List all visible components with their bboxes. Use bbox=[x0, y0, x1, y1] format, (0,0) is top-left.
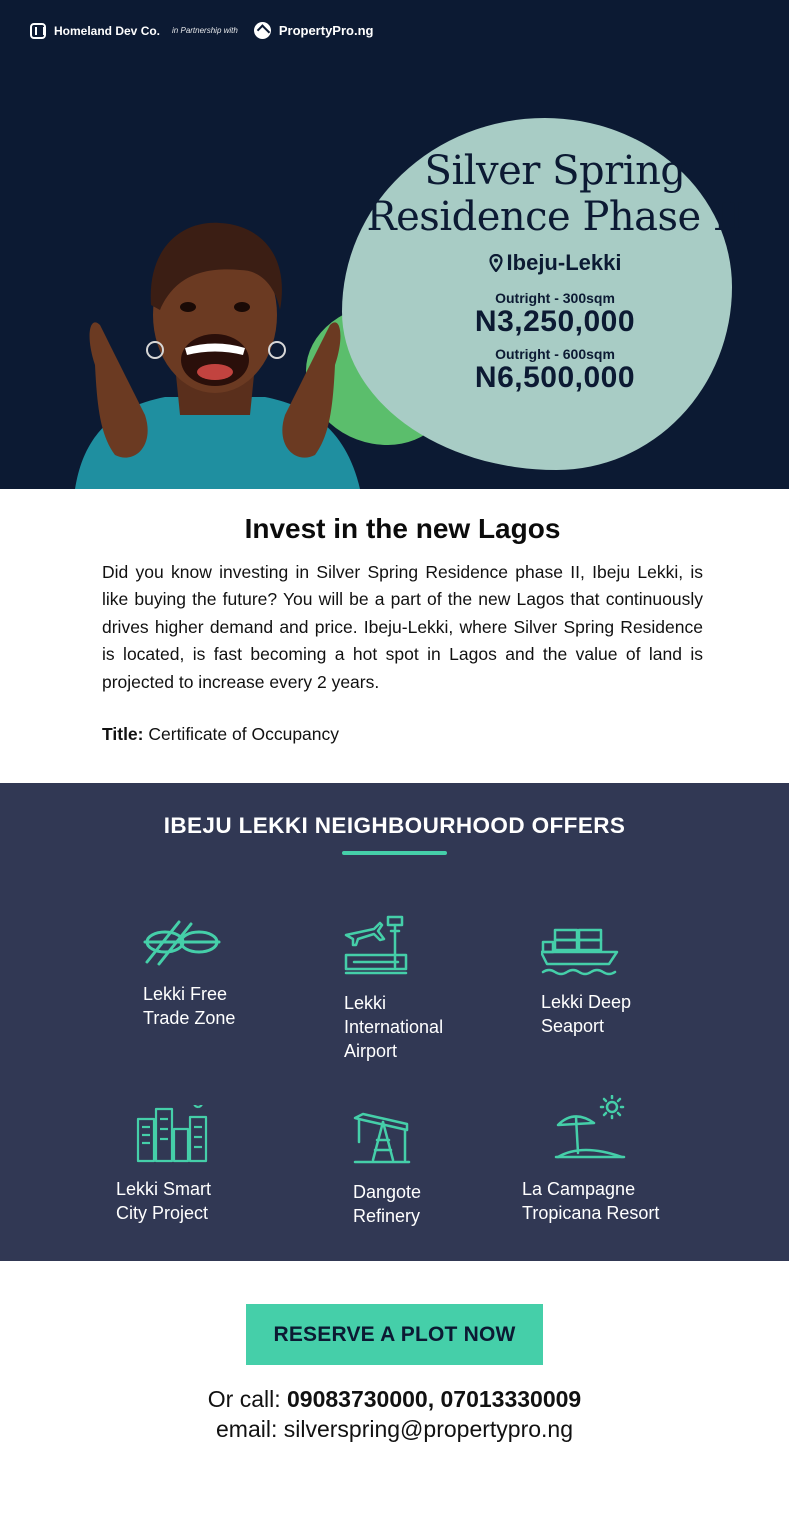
title-line bbox=[102, 724, 703, 745]
highway-interchange-icon bbox=[143, 918, 221, 968]
offer-label: Lekki Smart City Project bbox=[116, 1179, 212, 1223]
hero-title-line2: Residence Phase II bbox=[366, 194, 744, 240]
hero-location bbox=[365, 250, 745, 276]
call-prefix: Or call: bbox=[207, 1386, 288, 1412]
smart-city-icon bbox=[136, 1105, 218, 1163]
offer-label: Lekki Free Trade Zone bbox=[143, 984, 236, 1028]
cta-section bbox=[0, 1261, 789, 1536]
invest-section bbox=[0, 489, 789, 783]
price-label-600: Outright - 600sqm bbox=[495, 346, 615, 362]
airport-icon bbox=[344, 913, 408, 977]
price-label-300: Outright - 300sqm bbox=[495, 290, 615, 306]
hero-banner bbox=[0, 0, 789, 489]
hero-title bbox=[365, 148, 745, 240]
phone-numbers[interactable]: 09083730000, 07013330009 bbox=[287, 1386, 582, 1412]
offer-dangote-refinery bbox=[353, 1110, 421, 1228]
title-value: Certificate of Occupancy bbox=[148, 724, 340, 745]
location-text: Ibeju-Lekki bbox=[506, 250, 622, 275]
invest-body: Did you know investing in Silver Spring Residence phase II, Ibeju Lekki, is like buying the future? You will be a part of the new Lagos that continuously drives higher demand and price. Ibeju-Lekki, where Silver Spring Residence is located, is fast becoming a hot spot in Lagos and the value of land is projected to increase every 2 years. bbox=[102, 562, 703, 692]
invest-heading: Invest in the new Lagos bbox=[244, 513, 561, 544]
oil-pump-icon bbox=[353, 1110, 411, 1166]
beach-umbrella-icon bbox=[522, 1095, 626, 1163]
developer-name: Homeland Dev Co. bbox=[54, 23, 161, 38]
excited-woman-image bbox=[55, 215, 375, 489]
contact-block bbox=[0, 1384, 789, 1444]
offer-smart-city-project bbox=[116, 1105, 218, 1225]
offer-label: Lekki International Airport bbox=[344, 993, 444, 1061]
offer-free-trade-zone bbox=[143, 918, 235, 1030]
offer-deep-seaport bbox=[541, 928, 631, 1038]
offers-underline bbox=[342, 851, 447, 855]
partner-name: PropertyPro.ng bbox=[278, 23, 374, 38]
price-value-300: N3,250,000 bbox=[474, 305, 636, 338]
title-label: Title: bbox=[102, 724, 144, 745]
cargo-ship-icon bbox=[541, 928, 619, 976]
call-line bbox=[0, 1384, 789, 1414]
partner-text: in Partnership with bbox=[172, 26, 238, 35]
brand-row bbox=[30, 22, 373, 39]
offer-label: Dangote Refinery bbox=[353, 1182, 422, 1226]
offer-tropicana-resort bbox=[522, 1095, 659, 1225]
offer-label: La Campagne Tropicana Resort bbox=[522, 1179, 660, 1223]
offers-section bbox=[0, 783, 789, 1261]
offer-international-airport bbox=[344, 913, 443, 1063]
location-pin-icon bbox=[489, 254, 503, 272]
offer-label: Lekki Deep Seaport bbox=[541, 992, 632, 1036]
hero-title-line1: Silver Spring bbox=[424, 148, 686, 194]
homeland-logo-icon bbox=[30, 23, 46, 39]
price-value-600: N6,500,000 bbox=[474, 361, 636, 394]
offers-heading: IBEJU LEKKI NEIGHBOURHOOD OFFERS bbox=[163, 813, 626, 838]
email-line[interactable]: email: silverspring@propertypro.ng bbox=[216, 1416, 573, 1442]
propertypro-logo-icon bbox=[254, 22, 271, 39]
hero-text-block bbox=[365, 148, 745, 394]
reserve-plot-button[interactable]: RESERVE A PLOT NOW bbox=[246, 1304, 543, 1365]
